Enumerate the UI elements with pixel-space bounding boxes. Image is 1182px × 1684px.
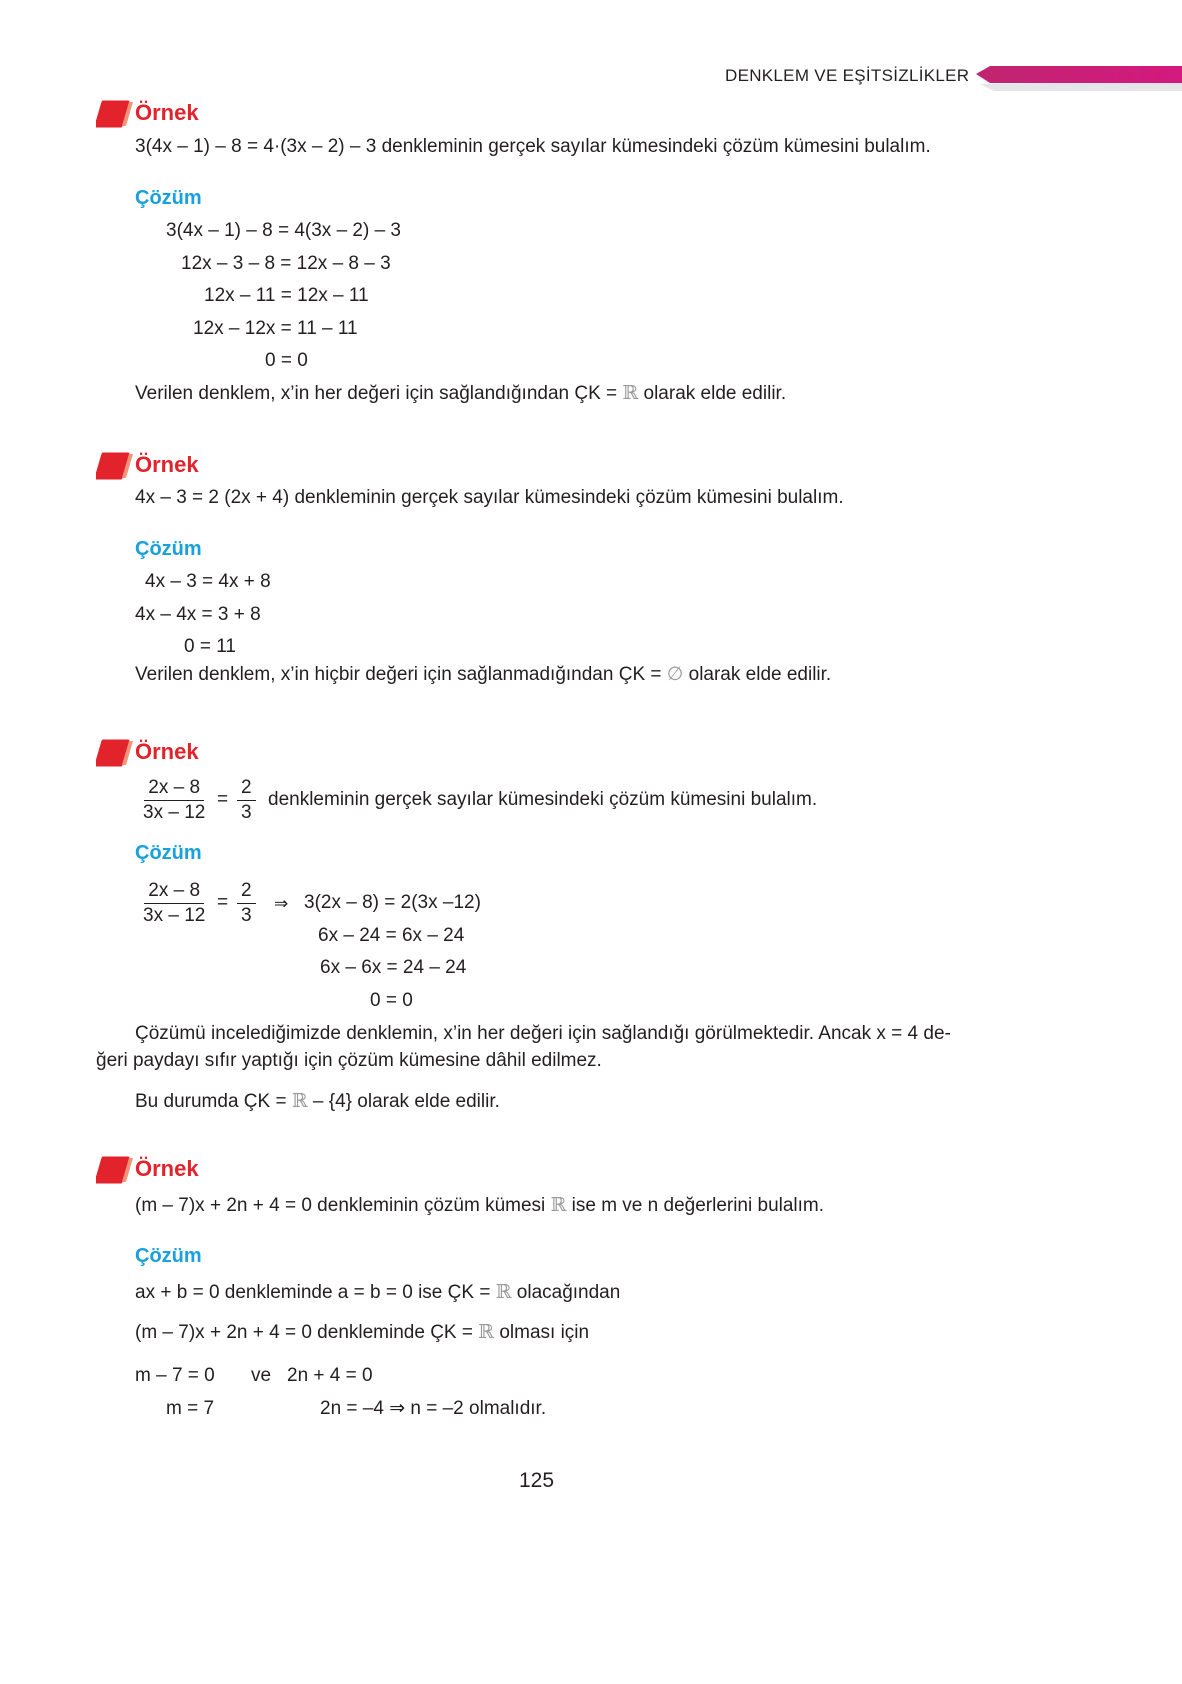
question-text: ise m ve n değerlerini bulalım.	[566, 1195, 825, 1216]
solution-step: m = 7	[166, 1398, 215, 1419]
question-text: (m – 7)x + 2n + 4 = 0 denkleminin çözüm kümesi	[135, 1195, 551, 1216]
solution-step: 2n + 4 = 0	[287, 1365, 373, 1386]
implies-arrow-icon: ⇒	[274, 894, 289, 914]
equals-sign: =	[217, 892, 229, 913]
fraction-numerator: 2x – 8	[144, 880, 204, 904]
conclusion-text: Bu durumda ÇK =	[135, 1091, 292, 1112]
conclusion-text: olarak elde edilir.	[352, 1091, 500, 1112]
solution-step: 6x – 24 = 6x – 24	[318, 925, 465, 946]
conclusion-text: Verilen denklem, x’in hiçbir değeri için sağlanmadığından ÇK =	[135, 664, 667, 685]
solution-line	[135, 1321, 589, 1344]
real-numbers-symbol: ℝ	[550, 1194, 567, 1216]
real-numbers-symbol: ℝ	[291, 1090, 308, 1112]
solution-step: 3(4x – 1) – 8 = 4(3x – 2) – 3	[166, 220, 401, 241]
example-label: Örnek	[135, 739, 199, 764]
solution-step: 12x – 12x = 11 – 11	[193, 318, 358, 339]
solution-text: olması için	[494, 1322, 590, 1343]
equals-sign: =	[217, 789, 229, 810]
example-label: Örnek	[135, 452, 199, 477]
conclusion-text: Verilen denklem, x’in her değeri için sağlandığından ÇK =	[135, 383, 623, 404]
conclusion-text: olarak elde edilir.	[683, 664, 832, 685]
solution-fraction	[139, 880, 209, 927]
example-question: 3(4x – 1) – 8 = 4·(3x – 2) – 3 denkleminin gerçek sayılar kümesindeki çözüm kümesini bulalım.	[135, 136, 931, 157]
example-question	[135, 1194, 824, 1217]
excluded-set: – {4}	[307, 1091, 353, 1112]
solution-label: Çözüm	[135, 1245, 202, 1267]
question-rhs-fraction	[237, 777, 256, 824]
example-question: denkleminin gerçek sayılar kümesindeki çözüm kümesini bulalım.	[268, 789, 818, 810]
fraction-denominator: 3x – 12	[143, 802, 206, 823]
real-numbers-symbol: ℝ	[478, 1321, 495, 1343]
chapter-title: DENKLEM VE EŞİTSİZLİKLER	[725, 66, 970, 85]
solution-conclusion	[135, 382, 786, 405]
fraction-numerator: 2x – 8	[144, 777, 204, 801]
fraction-denominator: 3	[241, 905, 252, 926]
solution-label: Çözüm	[135, 187, 202, 209]
example-marker-icon	[96, 739, 136, 767]
solution-step: 4x – 4x = 3 + 8	[135, 604, 261, 625]
solution-step: 12x – 3 – 8 = 12x – 8 – 3	[181, 253, 391, 274]
example-marker-icon	[96, 452, 136, 480]
example-marker-icon	[96, 100, 136, 128]
real-numbers-symbol: ℝ	[622, 382, 639, 404]
solution-line	[135, 1281, 620, 1304]
solution-text: olacağından	[511, 1282, 621, 1303]
question-fraction	[139, 777, 209, 824]
solution-label: Çözüm	[135, 538, 202, 560]
fraction-numerator: 2	[237, 777, 256, 801]
explanation-line: Çözümü incelediğimizde denklemin, x’in her değeri için sağlandığı görülmektedir. Ancak x = 4 de-	[135, 1023, 951, 1044]
example-label: Örnek	[135, 1156, 199, 1181]
fraction-denominator: 3x – 12	[143, 905, 206, 926]
solution-step: 3(2x – 8) = 2(3x –12)	[304, 892, 481, 913]
solution-rhs-fraction	[237, 880, 256, 927]
solution-text: (m – 7)x + 2n + 4 = 0 denkleminde ÇK =	[135, 1322, 479, 1343]
page-number: 125	[519, 1469, 555, 1492]
solution-step: 6x – 6x = 24 – 24	[320, 957, 467, 978]
solution-step: 0 = 11	[184, 636, 236, 657]
solution-step: 12x – 11 = 12x – 11	[204, 285, 369, 306]
conclusion-text: olarak elde edilir.	[638, 383, 787, 404]
solution-conclusion	[135, 663, 831, 686]
real-numbers-symbol: ℝ	[495, 1281, 512, 1303]
example-question: 4x – 3 = 2 (2x + 4) denkleminin gerçek sayılar kümesindeki çözüm kümesini bulalım.	[135, 487, 844, 508]
solution-label: Çözüm	[135, 842, 202, 864]
chapter-tab-arrow-icon	[976, 63, 1182, 93]
solution-step: 0 = 0	[370, 990, 413, 1011]
example-marker-icon	[96, 1156, 136, 1184]
explanation-line: ğeri paydayı sıfır yaptığı için çözüm kümesine dâhil edilmez.	[96, 1050, 602, 1071]
fraction-denominator: 3	[241, 802, 252, 823]
solution-step: 2n = –4 ⇒ n = –2 olmalıdır.	[320, 1398, 547, 1419]
conjunction: ve	[251, 1365, 272, 1386]
solution-conclusion	[135, 1090, 500, 1113]
solution-text: ax + b = 0 denkleminde a = b = 0 ise ÇK =	[135, 1282, 496, 1303]
example-label: Örnek	[135, 100, 199, 125]
solution-step: 0 = 0	[265, 350, 308, 371]
solution-step: 4x – 3 = 4x + 8	[145, 571, 271, 592]
fraction-numerator: 2	[237, 880, 256, 904]
empty-set-symbol: ∅	[666, 663, 684, 685]
solution-step: m – 7 = 0	[135, 1365, 215, 1386]
